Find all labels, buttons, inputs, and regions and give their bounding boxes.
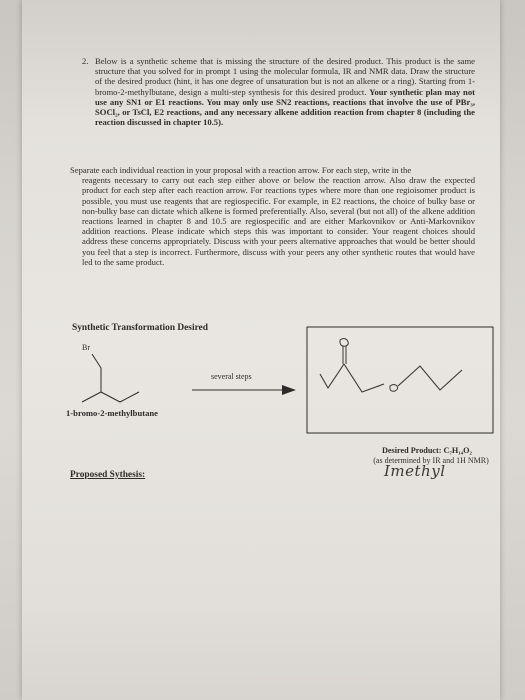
arrow-label: several steps (211, 372, 252, 381)
proposed-synthesis-heading: Proposed Sythesis: (70, 470, 146, 480)
question-paragraph-2 (70, 165, 475, 267)
paragraph-1-bold-text: Your synthetic plan may not use any SN1 or E1 reactions. You may only use SN2 reactions, reactions that involve the use of PBr₃, SOCl₂, or TsCl, E2 reactions, and any necessary alkene addition reaction from chapter 8 (including the reaction discussed in chapter 10.5). (95, 86, 475, 128)
starting-material-structure (68, 340, 168, 410)
reaction-arrow (190, 383, 300, 397)
starting-material-name: 1-bromo-2-methylbutane (66, 408, 158, 418)
desired-product-box (306, 326, 496, 436)
question-paragraph-1 (95, 56, 475, 127)
desired-product-label: Desired Product: C₇H₁₄O₂ (381, 446, 473, 455)
bromine-label: Br (82, 343, 90, 352)
paragraph-2-first-line: Separate each individual reaction in your proposal with a reaction arrow. For each step, write in the (70, 165, 412, 175)
question-number: 2. (82, 56, 89, 66)
determined-by-note: (as determined by IR and 1H NMR) (373, 456, 489, 465)
handwritten-note: Imethyl (384, 462, 446, 480)
paragraph-2-rest: reagents necessary to carry out each step either above or below the reaction arrow. Also draw the expected product for each step after each reaction arrow. For reactions types where more than one regioisomer product is possible, you must use reagents that are regiospecific. For example, in E2 reactions, the choice of bulky base or non-bulky base can dictate which alkene is formed preferentially. Also, several (but not all) of the alkene addition reactions learned in chapter 8 and 10.5 are regiospecific and are either Markovnikov or Anti-Markovnikov addition reactions. Please indicate which steps this was important to consider. Your reagent choices should address these concerns appropriately. Discuss with your peers alternative approaches that would be better should you feel that a step is incorrect. Furthermore, discuss with your peers any other synthetic routes that would have led to the same product. (82, 175, 475, 267)
paragraph-1-text: Below is a synthetic scheme that is missing the structure of the desired product. This product is the same structure that you solved for in prompt 1 using the molecular formula, IR and NMR data. Draw the structure of the desired product (hint, it has one degree of unsaturation but is not an alkene or a ring). Starting from 1-bromo-2-methylbutane, design a multi-step synthesis for this desired product. (95, 56, 475, 97)
section-heading: Synthetic Transformation Desired (72, 323, 208, 333)
